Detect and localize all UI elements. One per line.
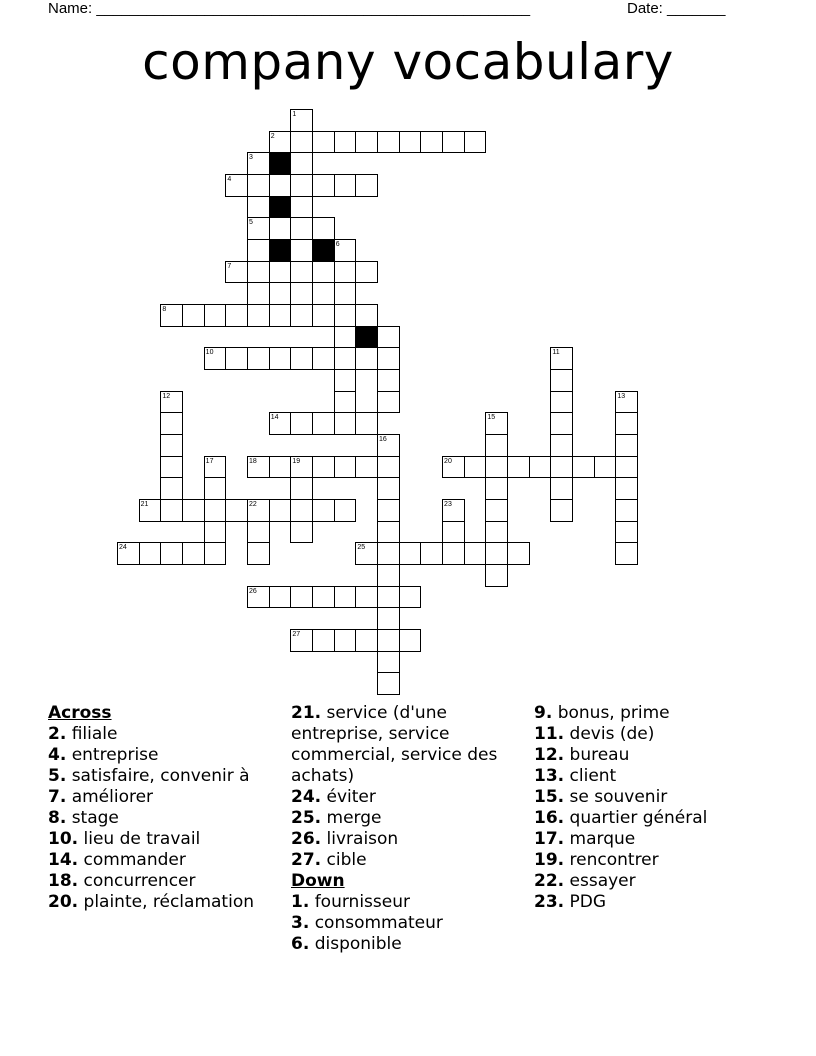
clue-item [291, 829, 521, 850]
clue-text: commander [78, 850, 186, 870]
grid-cell[interactable] [334, 174, 357, 197]
clue-item [534, 766, 794, 787]
clue-number: 4. [48, 745, 67, 765]
grid-cell[interactable] [312, 261, 335, 284]
grid-cell[interactable] [507, 456, 530, 479]
grid-cell[interactable] [334, 239, 357, 262]
grid-block [269, 152, 292, 175]
grid-cell[interactable] [485, 434, 508, 457]
grid-cell[interactable] [290, 217, 313, 240]
grid-cell[interactable] [204, 477, 227, 500]
grid-cell[interactable] [485, 564, 508, 587]
clue-number-label: 5 [249, 219, 253, 227]
clue-item [291, 808, 521, 829]
clue-number-label: 4 [227, 176, 232, 183]
grid-cell[interactable] [182, 542, 205, 565]
grid-cell[interactable] [247, 499, 270, 522]
grid-cell[interactable] [355, 304, 378, 327]
grid-cell[interactable] [160, 304, 183, 327]
clue-number-label: 20 [444, 457, 452, 465]
across-heading: Across [48, 703, 112, 723]
grid-cell[interactable] [334, 499, 357, 522]
grid-cell[interactable] [312, 217, 335, 240]
clue-item [534, 787, 794, 808]
grid-cell[interactable] [247, 152, 270, 175]
grid-cell[interactable] [290, 239, 313, 262]
grid-cell[interactable] [442, 499, 465, 522]
grid-cell[interactable] [420, 542, 443, 565]
grid-cell[interactable] [204, 521, 227, 544]
clue-text: merge [321, 808, 382, 828]
grid-cell[interactable] [529, 456, 552, 479]
grid-cell[interactable] [377, 672, 400, 695]
grid-cell[interactable] [160, 456, 183, 479]
clue-text: stage [66, 808, 119, 828]
grid-cell[interactable] [182, 304, 205, 327]
grid-cell[interactable] [290, 586, 313, 609]
clue-item [291, 913, 521, 934]
grid-cell[interactable] [377, 369, 400, 392]
grid-cell[interactable] [247, 282, 270, 305]
grid-cell[interactable] [204, 304, 227, 327]
clue-number-label: 8 [162, 306, 167, 314]
clue-number-label: 25 [357, 544, 366, 552]
clue-item [291, 703, 521, 787]
clue-text: disponible [309, 934, 402, 954]
grid-cell[interactable] [485, 521, 508, 544]
name-line[interactable]: Name: ____________________________________________________ [48, 0, 531, 17]
clue-item [48, 724, 283, 745]
clue-number-label: 19 [292, 457, 301, 465]
clues-column-3 [534, 703, 794, 913]
grid-cell[interactable] [247, 304, 270, 327]
grid-cell[interactable] [225, 261, 248, 284]
date-line[interactable]: Date: _______ [627, 0, 726, 17]
grid-block [355, 326, 378, 349]
grid-cell[interactable] [312, 586, 335, 609]
clue-text: devis (de) [564, 724, 655, 744]
grid-cell[interactable] [290, 174, 313, 197]
grid-cell[interactable] [290, 304, 313, 327]
clue-text: service (d'une entreprise, service commercial, service des achats) [291, 703, 498, 786]
clue-number-label: 13 [617, 392, 626, 400]
clue-number-label: 21 [140, 501, 149, 509]
clue-text: bonus, prime [552, 703, 670, 723]
grid-cell[interactable] [204, 499, 227, 522]
clue-item [534, 724, 794, 745]
grid-cell[interactable] [615, 456, 638, 479]
clue-number-label: 9 [357, 327, 362, 335]
grid-cell[interactable] [312, 412, 335, 435]
grid-cell[interactable] [507, 542, 530, 565]
clue-item [48, 808, 283, 829]
clue-number-label: 11 [552, 349, 560, 357]
grid-cell[interactable] [334, 391, 357, 414]
clue-item [48, 829, 283, 850]
clue-text: essayer [564, 871, 636, 891]
clues-column-1 [48, 703, 283, 913]
grid-cell[interactable] [464, 131, 487, 154]
grid-cell[interactable] [290, 629, 313, 652]
clue-item [291, 934, 521, 955]
grid-cell[interactable] [572, 456, 595, 479]
grid-cell[interactable] [615, 412, 638, 435]
clue-number-label: 2 [270, 132, 275, 140]
grid-cell[interactable] [247, 239, 270, 262]
clues-column-2 [291, 703, 521, 955]
clue-number: 20. [48, 892, 79, 912]
grid-cell[interactable] [377, 586, 400, 609]
grid-cell[interactable] [550, 434, 573, 457]
clue-number-label: 15 [487, 414, 496, 422]
clue-number-label: 26 [249, 587, 257, 595]
grid-cell[interactable] [334, 347, 357, 370]
clue-number: 17. [534, 829, 565, 849]
clue-text: livraison [321, 829, 399, 849]
grid-cell[interactable] [269, 586, 292, 609]
clue-item [534, 745, 794, 766]
grid-cell[interactable] [247, 196, 270, 219]
grid-cell[interactable] [247, 217, 270, 240]
grid-cell[interactable] [312, 131, 335, 154]
clue-item [48, 892, 283, 913]
grid-cell[interactable] [225, 499, 248, 522]
grid-cell[interactable] [615, 521, 638, 544]
grid-cell[interactable] [550, 456, 573, 479]
clue-number: 7. [48, 787, 67, 807]
grid-cell[interactable] [225, 174, 248, 197]
clue-item [48, 850, 283, 871]
grid-cell[interactable] [355, 347, 378, 370]
grid-cell[interactable] [355, 131, 378, 154]
grid-cell[interactable] [139, 499, 162, 522]
grid-cell[interactable] [399, 131, 422, 154]
clue-item [534, 808, 794, 829]
grid-cell[interactable] [399, 542, 422, 565]
grid-cell[interactable] [334, 304, 357, 327]
clue-number: 11. [534, 724, 565, 744]
clue-number: 21. [291, 703, 322, 723]
clue-number-label: 18 [249, 457, 257, 465]
clue-text: améliorer [66, 787, 154, 807]
grid-cell[interactable] [334, 282, 357, 305]
grid-cell[interactable] [269, 412, 292, 435]
grid-cell[interactable] [485, 412, 508, 435]
grid-cell[interactable] [225, 304, 248, 327]
grid-cell[interactable] [550, 391, 573, 414]
grid-cell[interactable] [420, 131, 443, 154]
grid-cell[interactable] [615, 542, 638, 565]
grid-cell[interactable] [269, 261, 292, 284]
clue-number: 12. [534, 745, 565, 765]
grid-cell[interactable] [247, 521, 270, 544]
grid-cell[interactable] [377, 326, 400, 349]
grid-cell[interactable] [204, 456, 227, 479]
grid-cell[interactable] [334, 261, 357, 284]
grid-cell[interactable] [355, 261, 378, 284]
grid-cell[interactable] [160, 391, 183, 414]
grid-cell[interactable] [247, 261, 270, 284]
grid-cell[interactable] [355, 174, 378, 197]
grid-cell[interactable] [269, 456, 292, 479]
clue-text: entreprise [66, 745, 159, 765]
grid-cell[interactable] [117, 542, 140, 565]
grid-cell[interactable] [334, 131, 357, 154]
grid-cell[interactable] [334, 586, 357, 609]
grid-cell[interactable] [377, 564, 400, 587]
clue-text: PDG [564, 892, 607, 912]
down-heading: Down [291, 871, 345, 891]
grid-cell[interactable] [269, 174, 292, 197]
clue-item [48, 766, 283, 787]
clue-number: 23. [534, 892, 565, 912]
grid-cell[interactable] [160, 542, 183, 565]
grid-cell[interactable] [399, 629, 422, 652]
clue-text: quartier général [564, 808, 708, 828]
grid-cell[interactable] [377, 629, 400, 652]
grid-block [269, 239, 292, 262]
grid-cell[interactable] [615, 434, 638, 457]
clue-item [291, 892, 521, 913]
grid-cell[interactable] [334, 629, 357, 652]
grid-cell[interactable] [399, 586, 422, 609]
grid-cell[interactable] [377, 347, 400, 370]
grid-cell[interactable] [355, 542, 378, 565]
clue-number-label: 1 [292, 111, 297, 118]
clue-item [48, 787, 283, 808]
clue-text: bureau [564, 745, 630, 765]
clue-number: 25. [291, 808, 322, 828]
clue-number: 13. [534, 766, 565, 786]
clue-text: éviter [321, 787, 376, 807]
clue-text: concurrencer [78, 871, 196, 891]
clue-number: 8. [48, 808, 67, 828]
clue-number: 18. [48, 871, 79, 891]
clue-number-label: 7 [227, 262, 232, 270]
grid-cell[interactable] [615, 391, 638, 414]
clue-number: 16. [534, 808, 565, 828]
clue-number: 14. [48, 850, 79, 870]
grid-cell[interactable] [290, 477, 313, 500]
grid-cell[interactable] [615, 499, 638, 522]
grid-cell[interactable] [312, 629, 335, 652]
grid-cell[interactable] [334, 456, 357, 479]
clue-item [291, 850, 521, 871]
clue-item [291, 787, 521, 808]
clue-text: marque [564, 829, 636, 849]
clue-number: 22. [534, 871, 565, 891]
clue-text: filiale [66, 724, 118, 744]
grid-cell[interactable] [615, 477, 638, 500]
clue-number-label: 6 [335, 241, 340, 249]
grid-cell[interactable] [377, 391, 400, 414]
clue-number-label: 10 [205, 349, 214, 357]
grid-cell[interactable] [312, 174, 335, 197]
clue-text: satisfaire, convenir à [66, 766, 250, 786]
clue-item [48, 871, 283, 892]
clue-number-label: 27 [292, 631, 301, 639]
grid-cell[interactable] [442, 456, 465, 479]
clue-number-label: 24 [119, 544, 127, 552]
grid-cell[interactable] [377, 434, 400, 457]
grid-cell[interactable] [290, 196, 313, 219]
grid-cell[interactable] [312, 304, 335, 327]
grid-cell[interactable] [290, 282, 313, 305]
grid-cell[interactable] [269, 499, 292, 522]
grid-cell[interactable] [355, 629, 378, 652]
grid-cell[interactable] [355, 412, 378, 435]
grid-cell[interactable] [594, 456, 617, 479]
clue-text: se souvenir [564, 787, 668, 807]
grid-cell[interactable] [247, 456, 270, 479]
grid-cell[interactable] [204, 347, 227, 370]
clue-number: 26. [291, 829, 322, 849]
grid-cell[interactable] [377, 456, 400, 479]
grid-cell[interactable] [247, 542, 270, 565]
grid-cell[interactable] [550, 369, 573, 392]
clue-number: 27. [291, 850, 322, 870]
grid-cell[interactable] [160, 477, 183, 500]
clue-number: 6. [291, 934, 310, 954]
clue-text: rencontrer [564, 850, 659, 870]
clue-number: 5. [48, 766, 67, 786]
grid-cell[interactable] [377, 521, 400, 544]
grid-cell[interactable] [139, 542, 162, 565]
grid-cell[interactable] [377, 131, 400, 154]
grid-cell[interactable] [160, 412, 183, 435]
grid-cell[interactable] [312, 499, 335, 522]
clue-number: 2. [48, 724, 67, 744]
clue-number-label: 3 [249, 154, 253, 162]
grid-cell[interactable] [464, 456, 487, 479]
grid-block [269, 196, 292, 219]
grid-cell[interactable] [182, 499, 205, 522]
clue-text: consommateur [309, 913, 443, 933]
clue-text: lieu de travail [78, 829, 201, 849]
clue-text: fournisseur [309, 892, 410, 912]
grid-cell[interactable] [550, 477, 573, 500]
grid-cell[interactable] [247, 174, 270, 197]
clue-item [534, 850, 794, 871]
grid-block [312, 239, 335, 262]
grid-cell[interactable] [485, 542, 508, 565]
grid-cell[interactable] [269, 347, 292, 370]
page-title: company vocabulary [142, 33, 674, 91]
clue-number: 19. [534, 850, 565, 870]
grid-cell[interactable] [269, 304, 292, 327]
grid-cell[interactable] [464, 542, 487, 565]
grid-cell[interactable] [290, 521, 313, 544]
clue-number: 10. [48, 829, 79, 849]
clue-item [534, 892, 794, 913]
clue-number-label: 22 [249, 501, 257, 509]
clue-number: 3. [291, 913, 310, 933]
clue-item [534, 703, 794, 724]
grid-cell[interactable] [225, 347, 248, 370]
clue-text: plainte, réclamation [78, 892, 254, 912]
grid-cell[interactable] [442, 521, 465, 544]
grid-cell[interactable] [290, 412, 313, 435]
grid-cell[interactable] [442, 542, 465, 565]
grid-cell[interactable] [312, 347, 335, 370]
grid-cell[interactable] [247, 586, 270, 609]
grid-cell[interactable] [377, 607, 400, 630]
clue-number-label: 23 [444, 501, 452, 509]
grid-cell[interactable] [377, 499, 400, 522]
grid-cell[interactable] [290, 499, 313, 522]
clue-number-label: 17 [205, 457, 214, 465]
clue-number-label: 16 [379, 436, 387, 444]
grid-cell[interactable] [290, 131, 313, 154]
grid-cell[interactable] [355, 586, 378, 609]
grid-cell[interactable] [485, 456, 508, 479]
grid-cell[interactable] [247, 347, 270, 370]
clue-number-label: 12 [162, 392, 171, 400]
grid-cell[interactable] [334, 412, 357, 435]
clue-item [534, 829, 794, 850]
grid-cell[interactable] [377, 477, 400, 500]
grid-cell[interactable] [550, 412, 573, 435]
clue-text: cible [321, 850, 367, 870]
grid-cell[interactable] [290, 261, 313, 284]
grid-cell[interactable] [312, 456, 335, 479]
grid-cell[interactable] [269, 217, 292, 240]
grid-cell[interactable] [269, 131, 292, 154]
clue-text: client [564, 766, 617, 786]
grid-cell[interactable] [355, 456, 378, 479]
clue-number: 24. [291, 787, 322, 807]
grid-cell[interactable] [485, 499, 508, 522]
grid-cell[interactable] [204, 542, 227, 565]
grid-cell[interactable] [377, 651, 400, 674]
grid-cell[interactable] [550, 347, 573, 370]
clue-number: 15. [534, 787, 565, 807]
grid-cell[interactable] [290, 109, 313, 132]
grid-cell[interactable] [442, 131, 465, 154]
clue-number: 9. [534, 703, 553, 723]
grid-cell[interactable] [377, 542, 400, 565]
grid-cell[interactable] [160, 434, 183, 457]
grid-cell[interactable] [290, 152, 313, 175]
clue-item [534, 871, 794, 892]
grid-cell[interactable] [160, 499, 183, 522]
clue-item [48, 745, 283, 766]
grid-cell[interactable] [485, 477, 508, 500]
grid-cell[interactable] [334, 369, 357, 392]
grid-cell[interactable] [334, 326, 357, 349]
grid-cell[interactable] [290, 456, 313, 479]
grid-cell[interactable] [550, 499, 573, 522]
clue-number-label: 14 [270, 414, 279, 422]
grid-cell[interactable] [290, 347, 313, 370]
clue-number: 1. [291, 892, 310, 912]
